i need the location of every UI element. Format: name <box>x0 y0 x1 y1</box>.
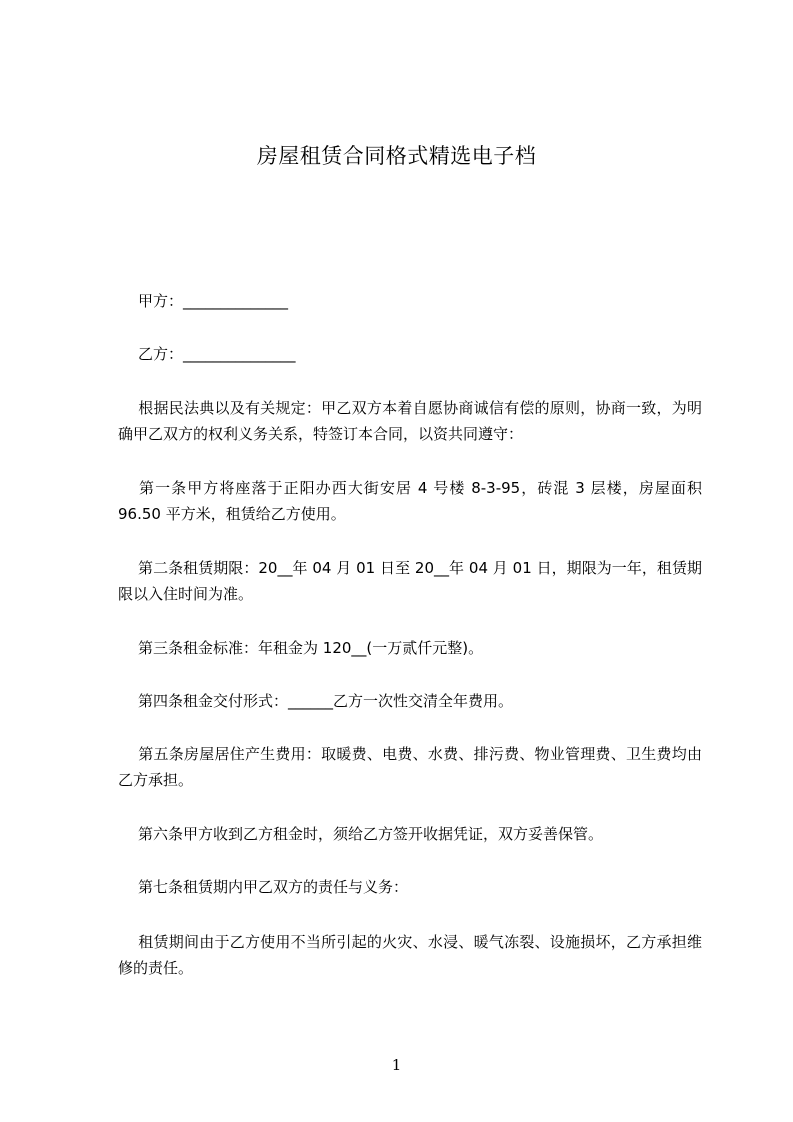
article-4-text: 第四条租金交付形式：______乙方一次性交清全年费用。 <box>138 692 514 710</box>
party-a-line <box>118 288 702 314</box>
article-2-paragraph <box>118 555 702 607</box>
article-5-text: 第五条房屋居住产生费用：取暖费、电费、水费、排污费、物业管理费、卫生费均由乙方承担。 <box>118 745 702 789</box>
article-1-paragraph <box>118 475 702 527</box>
article-7-detail-text: 租赁期间由于乙方使用不当所引起的火灾、水浸、暖气冻裂、设施损坏，乙方承担维修的责任。 <box>118 933 702 977</box>
article-6-paragraph <box>118 821 702 847</box>
article-6-text: 第六条甲方收到乙方租金时，须给乙方签开收据凭证，双方妥善保管。 <box>138 825 604 843</box>
preamble-text: 根据民法典以及有关规定：甲乙双方本着自愿协商诚信有偿的原则，协商一致，为明确甲乙双方的权利义务关系，特签订本合同，以资共同遵守： <box>118 399 702 443</box>
article-3-text: 第三条租金标准：年租金为 120__(一万贰仟元整)。 <box>138 639 484 657</box>
article-3-paragraph <box>118 635 702 661</box>
party-a-text: 甲方：______________ <box>138 292 289 310</box>
article-7-detail-paragraph <box>118 929 702 981</box>
preamble-paragraph <box>118 395 702 447</box>
article-4-paragraph <box>118 688 702 714</box>
document-title: 房屋租赁合同格式精选电子档 <box>256 144 537 168</box>
article-7-text: 第七条租赁期内甲乙双方的责任与义务： <box>138 878 409 896</box>
party-b-text: 乙方：_______________ <box>138 345 296 363</box>
party-b-line <box>118 341 702 367</box>
article-7-paragraph <box>118 874 702 900</box>
article-5-paragraph <box>118 741 702 793</box>
article-2-text: 第二条租赁期限：20__年 04 月 01 日至 20__年 04 月 01 日，期限为一年，租赁期限以入住时间为准。 <box>118 559 702 603</box>
article-1-text: 第一条甲方将座落于正阳办西大街安居 4 号楼 8-3-95，砖混 3 层楼，房屋面积 96.50 平方米，租赁给乙方使用。 <box>118 479 702 523</box>
page-number: 1 <box>391 1056 402 1074</box>
